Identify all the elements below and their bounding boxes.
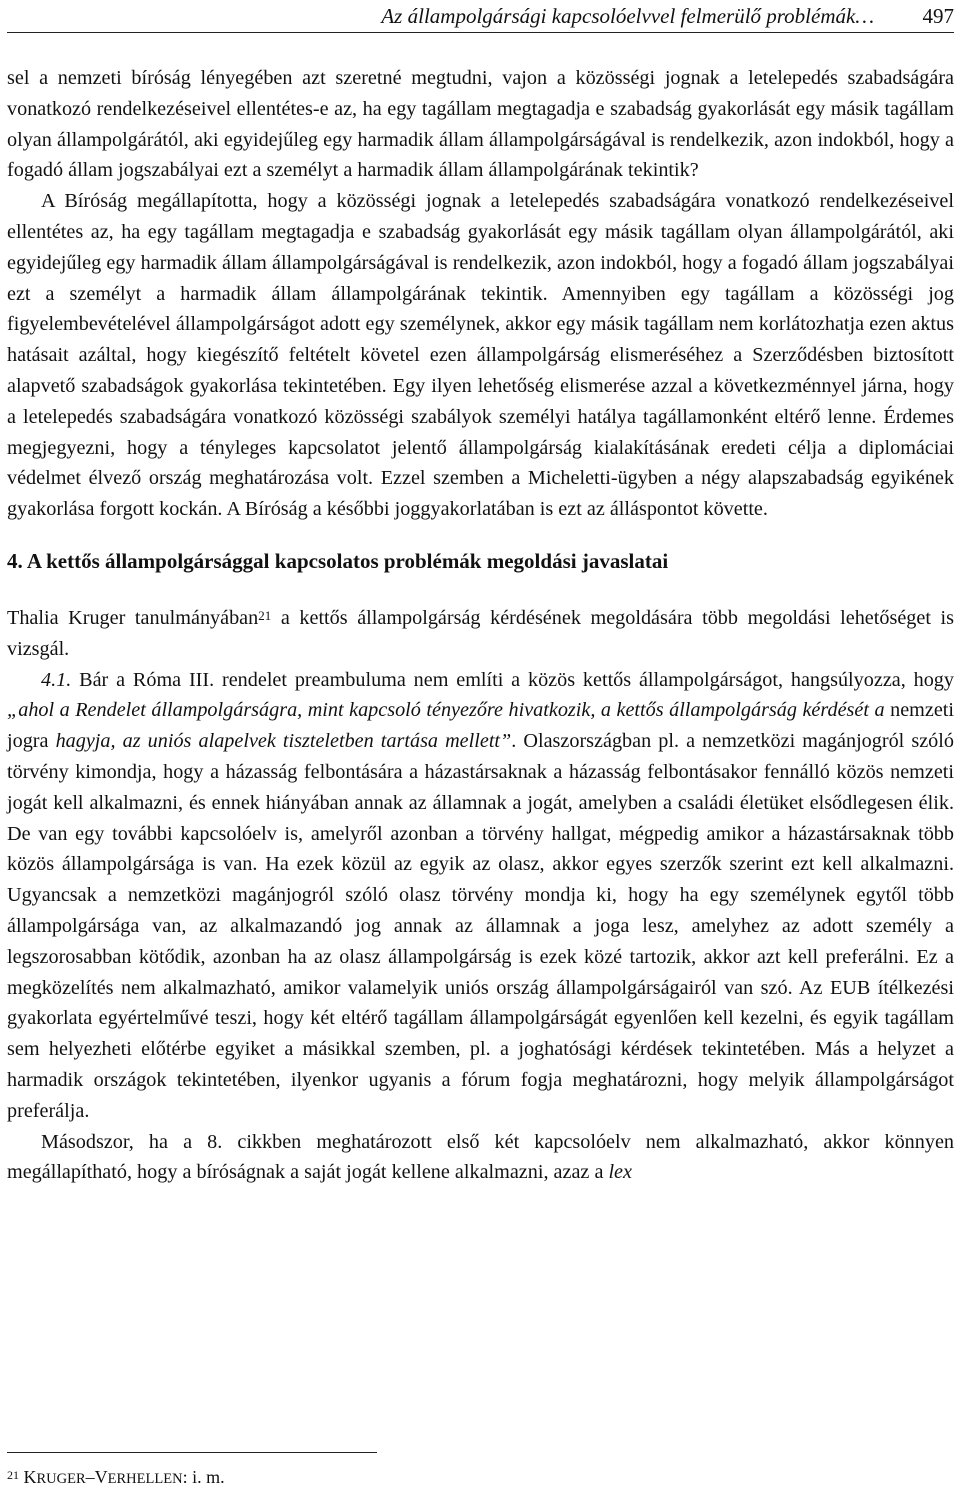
paragraph-2: A Bíróság megállapította, hogy a közösségi jognak a letelepedés szabadságára vonatkozó rendelkezéseivel ellentétes az, ha egy tagállam megtagadja e szabadság gyakorlását egy másik tagállam olyan állampolgárától, aki egyidejűleg egy harmadik állam állampolgárságával is rendelkezik, azon indokból, hogy a fogadó állam jogszabályai ezt a személyt a harmadik állam állampolgárának tekintik. Amennyiben egy tagállam a közösségi jog figyelembevételével állampolgárságot adott egy személynek, akkor egy másik tagállam nem korlátozhatja ezen aktus hatásait azáltal, hogy kiegészítő feltételt követel ezen állampolgárság elismeréséhez a Szerződésben biztosított alapvető szabadságok gyakorlása tekintetében. Egy ilyen lehetőség elismerése azzal a következménnyel járna, hogy a letelepedés szabadságára vonatkozó közösségi szabályok személyi hatálya tagállamonként eltérő lenne. Érdemes megjegyezni, hogy a tényleges kapcsolatot jelentő állampolgárság kialakításának eredeti célja a diplomáciai védelmet élvező ország meghatározása volt. Ezzel szemben a Micheletti-ügyben a négy alapszabadság egyikének gyakorlása forgott kockán. A Bíróság a későbbi joggyakorlatában is ezt az álláspontot követte. <box>7 190 954 521</box>
footnote-author-1-rest: RUGER <box>36 1471 86 1487</box>
paragraph-4-text-mid: nemzeti jogra <box>7 699 954 753</box>
lex-term: lex <box>608 1161 632 1184</box>
paragraph-3-text-a: Thalia Kruger tanulmányában <box>7 606 259 629</box>
paragraph-5 <box>7 1127 954 1189</box>
paragraph-3-text-b: a kettős állampolgárság kérdésének megoldására több megoldási lehetőséget is vizsgál. <box>7 606 955 660</box>
footnote-author-2-initial: V <box>94 1467 108 1487</box>
body-text <box>7 63 954 1188</box>
running-title: Az állampolgársági kapcsolóelvvel felmerülő problémák… <box>381 4 874 28</box>
footnote-dash: – <box>85 1467 95 1487</box>
document-page <box>7 0 954 1494</box>
footnote-21 <box>7 1464 225 1492</box>
footnote-tail: : i. m. <box>182 1467 225 1487</box>
paragraph-3 <box>7 603 954 665</box>
subsection-number: 4.1. <box>41 668 72 691</box>
footnote-separator <box>7 1452 377 1453</box>
paragraph-4 <box>7 665 954 1127</box>
footnote-number: 21 <box>7 1468 19 1482</box>
paragraph-4-text-b: . Olaszországban pl. a nemzetközi magánjogról szóló törvény kimondja, hogy a házasság felbontására a házastársaknak a házasság felbontásakor fennálló közös nemzeti jogát kell alkalmazni, és ennek hiányában annak az államnak a jogát, amelyben a családi életüket elsődlegesen élik. De van egy további kapcsolóelv is, amelyről azonban a törvény hallgat, mégpedig amikor a házastársaknak több közös állampolgársága is van. Ha ezek közül az egyik az olasz, akkor egyes szerzők szerint ezt kell alkalmazni. Ugyancsak a nemzetközi magánjogról szóló olasz törvény mondja ki, hogy ha egy személynek egytől több állampolgársága van, az alkalmazandó jog annak az államnak a joga lesz, amelyhez az adott személy a legszorosabban kötődik, azonban ha az olasz állampolgárság is ezek közé tartozik, akkor azt kell preferálni. Ez a megközelítés nem alkalmazható, amikor valamelyik uniós ország állampolgárságairól van szó. Az EUB ítélkezési gyakorlata egyértelművé teszi, hogy két eltérő tagállam állampolgárságát egyenlően kell kezelni, és egyik tagállam sem helyezheti előtérbe egyiket a másikkal szemben, pl. a joghatósági kérdések tekintetében. Más a helyzet a harmadik országok tekintetében, ilyenkor ugyanis a fórum fogja meghatározni, hogy melyik állampolgárságot preferálja. <box>7 730 954 1122</box>
footnote-reference: 21 <box>258 607 272 623</box>
quote-part-2: hagyja, az uniós alapelvek tiszteletben tartása mellett” <box>55 730 512 753</box>
section-heading: 4. A kettős állampolgársággal kapcsolatos problémák megoldási javaslatai <box>7 548 669 573</box>
paragraph-1: sel a nemzeti bíróság lényegében azt szeretné megtudni, vajon a közösségi jognak a letelepedés szabadságára vonatkozó rendelkezéseivel ellentétes-e az, ha egy tagállam megtagadja e szabadság gyakorlását egy másik tagállam olyan állampolgárától, aki egyidejűleg egy harmadik állam állampolgárságával is rendelkezik, azon indokból, hogy a fogadó állam jogszabályai ezt a személyt a harmadik állam állampolgárának tekintik? <box>7 67 954 182</box>
paragraph-4-text-a: Bár a Róma III. rendelet preambuluma nem említi a közös kettős állampolgárságot, hangsúlyozza, hogy <box>71 668 954 691</box>
footnote-author-2-rest: ERHELLEN <box>107 1471 183 1487</box>
page-number: 497 <box>922 4 954 28</box>
running-header <box>7 2 954 33</box>
paragraph-5-text: Másodszor, ha a 8. cikkben meghatározott első két kapcsolóelv nem alkalmazható, akkor könnyen megállapítható, hogy a bíróságnak a saját jogát kellene alkalmazni, azaz a <box>7 1130 954 1184</box>
footnote-author-1-initial: K <box>23 1467 37 1487</box>
quote-part-1: „ahol a Rendelet állampolgárságra, mint kapcsoló tényezőre hivatkozik, a kettős állampolgárság kérdését a <box>7 699 885 722</box>
